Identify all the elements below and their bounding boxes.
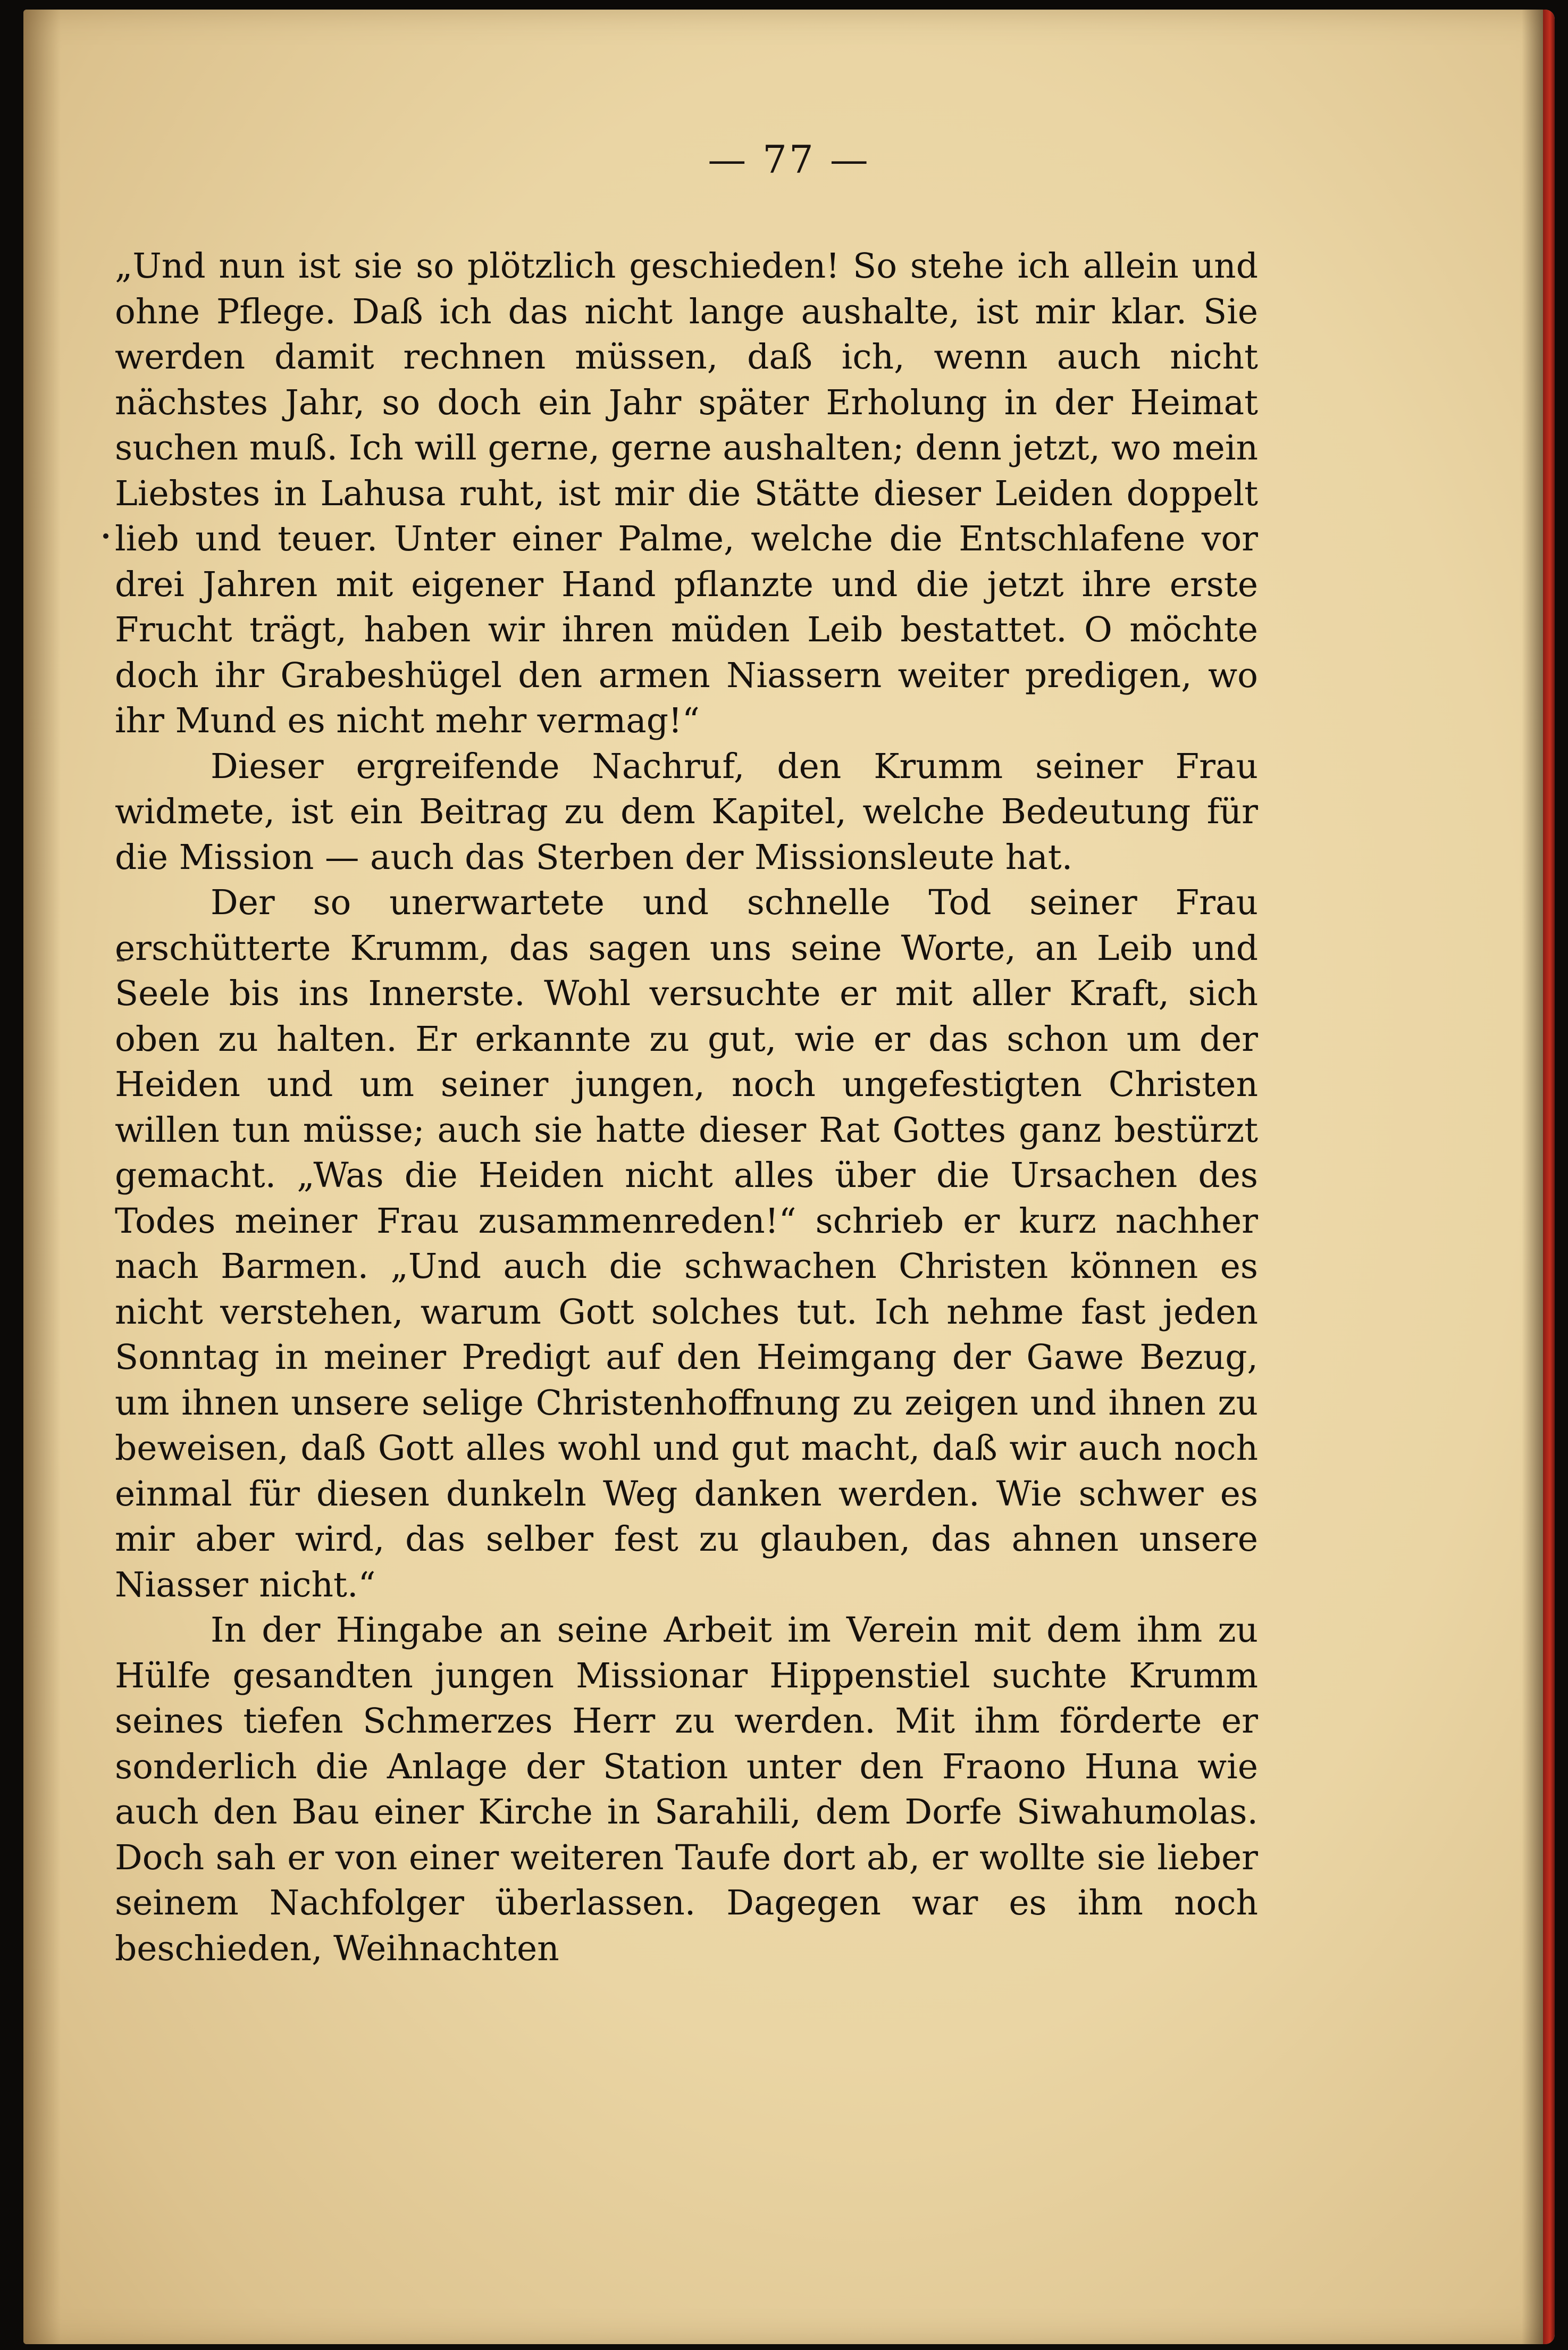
paragraph-nachruf: Dieser ergreifende Nachruf, den Krumm seiner Frau widmete, ist ein Beitrag zu dem Kapitel, welche Bedeutung für die Mission — auch das Sterben der Missionsleute hat. xyxy=(115,746,1258,877)
book-page xyxy=(23,10,1555,2344)
page-number: — 77 — xyxy=(708,137,870,182)
body-text xyxy=(115,244,1258,1971)
red-book-edge xyxy=(1543,10,1555,2344)
margin-mark-dot xyxy=(103,533,108,539)
page-edge-shadow xyxy=(1522,10,1543,2344)
page-gutter-shadow xyxy=(23,10,61,2344)
paragraph-quote: „Und nun ist sie so plötzlich geschieden! So stehe ich allein und ohne Pflege. Daß ich das nicht lange aushalte, ist mir klar. Sie werden damit rechnen müssen, daß ich, wenn auch nicht nächstes Jahr, so doch ein Jahr später Erholung in der Heimat suchen muß. Ich will gerne, gerne aushalten; denn jetzt, wo mein Liebstes in Lahusa ruht, ist mir die Stätte dieser Leiden doppelt lieb und teuer. Unter einer Palme, welche die Entschlafene vor drei Jahren mit eigener Hand pflanzte und die jetzt ihre erste Frucht trägt, haben wir ihren müden Leib bestattet. O möchte doch ihr Grabeshügel den armen Niassern weiter predigen, wo ihr Mund es nicht mehr vermag!“ xyxy=(115,246,1258,741)
paragraph-hingabe: In der Hingabe an seine Arbeit im Verein mit dem ihm zu Hülfe gesandten jungen Missionar Hippenstiel suchte Krumm seines tiefen Schmerzes Herr zu werden. Mit ihm förderte er sonderlich die Anlage der Station unter den Fraono Huna wie auch den Bau einer Kirche in Sarahili, dem Dorfe Siwahumolas. Doch sah er von einer weiteren Taufe dort ab, er wollte sie lieber seinem Nachfolger überlassen. Dagegen war es ihm noch beschieden, Weihnachten xyxy=(115,1610,1258,1969)
paragraph-tod: Der so unerwartete und schnelle Tod seiner Frau erschütterte Krumm, das sagen uns seine Worte, an Leib und Seele bis ins Innerste. Wohl versuchte er mit aller Kraft, sich oben zu halten. Er erkannte zu gut, wie er das schon um der Heiden und um seiner jungen, noch ungefestigten Christen willen tun müsse; auch sie hatte dieser Rat Gottes ganz bestürzt gemacht. „Was die Heiden nicht alles über die Ursachen des Todes meiner Frau zusammenreden!“ schrieb er kurz nachher nach Barmen. „Und auch die schwachen Christen können es nicht verstehen, warum Gott solches tut. Ich nehme fast jeden Sonntag in meiner Predigt auf den Heimgang der Gawe Bezug, um ihnen unsere selige Christenhoffnung zu zeigen und ihnen zu beweisen, daß Gott alles wohl und gut macht, daß wir auch noch einmal für diesen dunkeln Weg danken werden. Wie schwer es mir aber wird, das selber fest zu glauben, das ahnen unsere Niasser nicht.“ xyxy=(115,883,1258,1605)
